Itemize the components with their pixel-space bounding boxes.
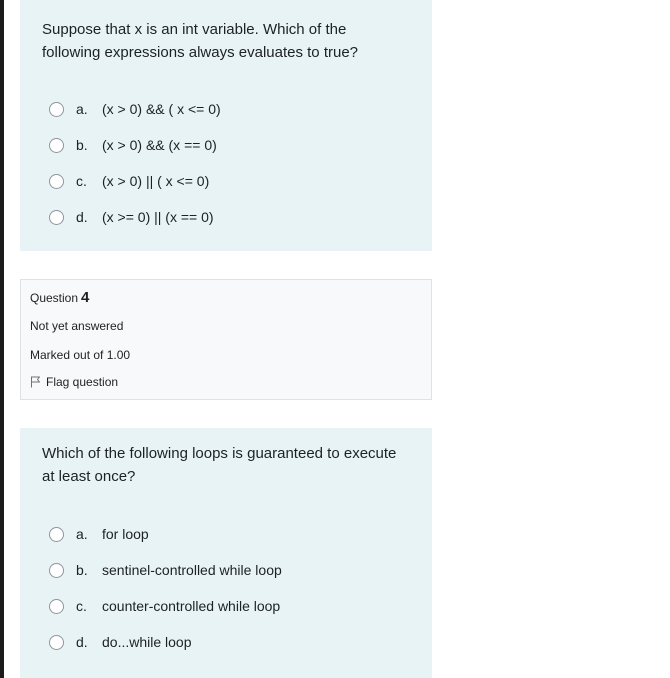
- radio-button[interactable]: [49, 174, 64, 189]
- option-text: (x > 0) && ( x <= 0): [102, 101, 221, 117]
- answer-option-a[interactable]: [49, 516, 282, 552]
- radio-button[interactable]: [49, 599, 64, 614]
- flag-icon[interactable]: [30, 376, 41, 388]
- question-number: [30, 289, 89, 306]
- question-state: Not yet answered: [30, 319, 124, 333]
- option-text: counter-controlled while loop: [102, 598, 281, 614]
- radio-button[interactable]: [49, 102, 64, 117]
- radio-button[interactable]: [49, 527, 64, 542]
- option-letter: c.: [76, 598, 87, 614]
- question-3-prompt: Suppose that x is an int variable. Which of the following expressions always evaluates to true?: [42, 21, 359, 61]
- answer-option-c[interactable]: [49, 588, 282, 624]
- option-text: sentinel-controlled while loop: [102, 562, 282, 578]
- answer-option-b[interactable]: [49, 127, 221, 163]
- answer-option-c[interactable]: [49, 163, 221, 199]
- question-3-answer-list: [49, 91, 221, 235]
- flag-question-label[interactable]: Flag question: [46, 375, 119, 389]
- option-text: do...while loop: [102, 634, 192, 650]
- flag-question-link[interactable]: [30, 375, 118, 389]
- question-4-content: [20, 428, 432, 678]
- answer-option-d[interactable]: [49, 624, 282, 660]
- question-4-answer-list: [49, 516, 282, 660]
- question-grade: Marked out of 1.00: [30, 348, 131, 362]
- window-edge: [0, 0, 4, 678]
- radio-button[interactable]: [49, 210, 64, 225]
- question-number-value: 4: [81, 289, 90, 306]
- option-letter: d.: [76, 634, 88, 650]
- option-letter: c.: [76, 173, 87, 189]
- question-3-content: [20, 0, 432, 251]
- option-letter: b.: [76, 137, 88, 153]
- option-letter: a.: [76, 526, 88, 542]
- radio-button[interactable]: [49, 138, 64, 153]
- question-4-info: [20, 279, 432, 400]
- option-letter: a.: [76, 101, 88, 117]
- answer-option-d[interactable]: [49, 199, 221, 235]
- question-label: Question: [30, 291, 79, 305]
- answer-option-a[interactable]: [49, 91, 221, 127]
- option-letter: d.: [76, 209, 88, 225]
- radio-button[interactable]: [49, 563, 64, 578]
- question-4-prompt: Which of the following loops is guaranteed to execute at least once?: [42, 445, 397, 485]
- option-text: for loop: [102, 526, 149, 542]
- option-letter: b.: [76, 562, 88, 578]
- answer-option-b[interactable]: [49, 552, 282, 588]
- option-text: (x > 0) && (x == 0): [102, 137, 217, 153]
- option-text: (x >= 0) || (x == 0): [102, 209, 214, 225]
- option-text: (x > 0) || ( x <= 0): [102, 173, 210, 189]
- radio-button[interactable]: [49, 635, 64, 650]
